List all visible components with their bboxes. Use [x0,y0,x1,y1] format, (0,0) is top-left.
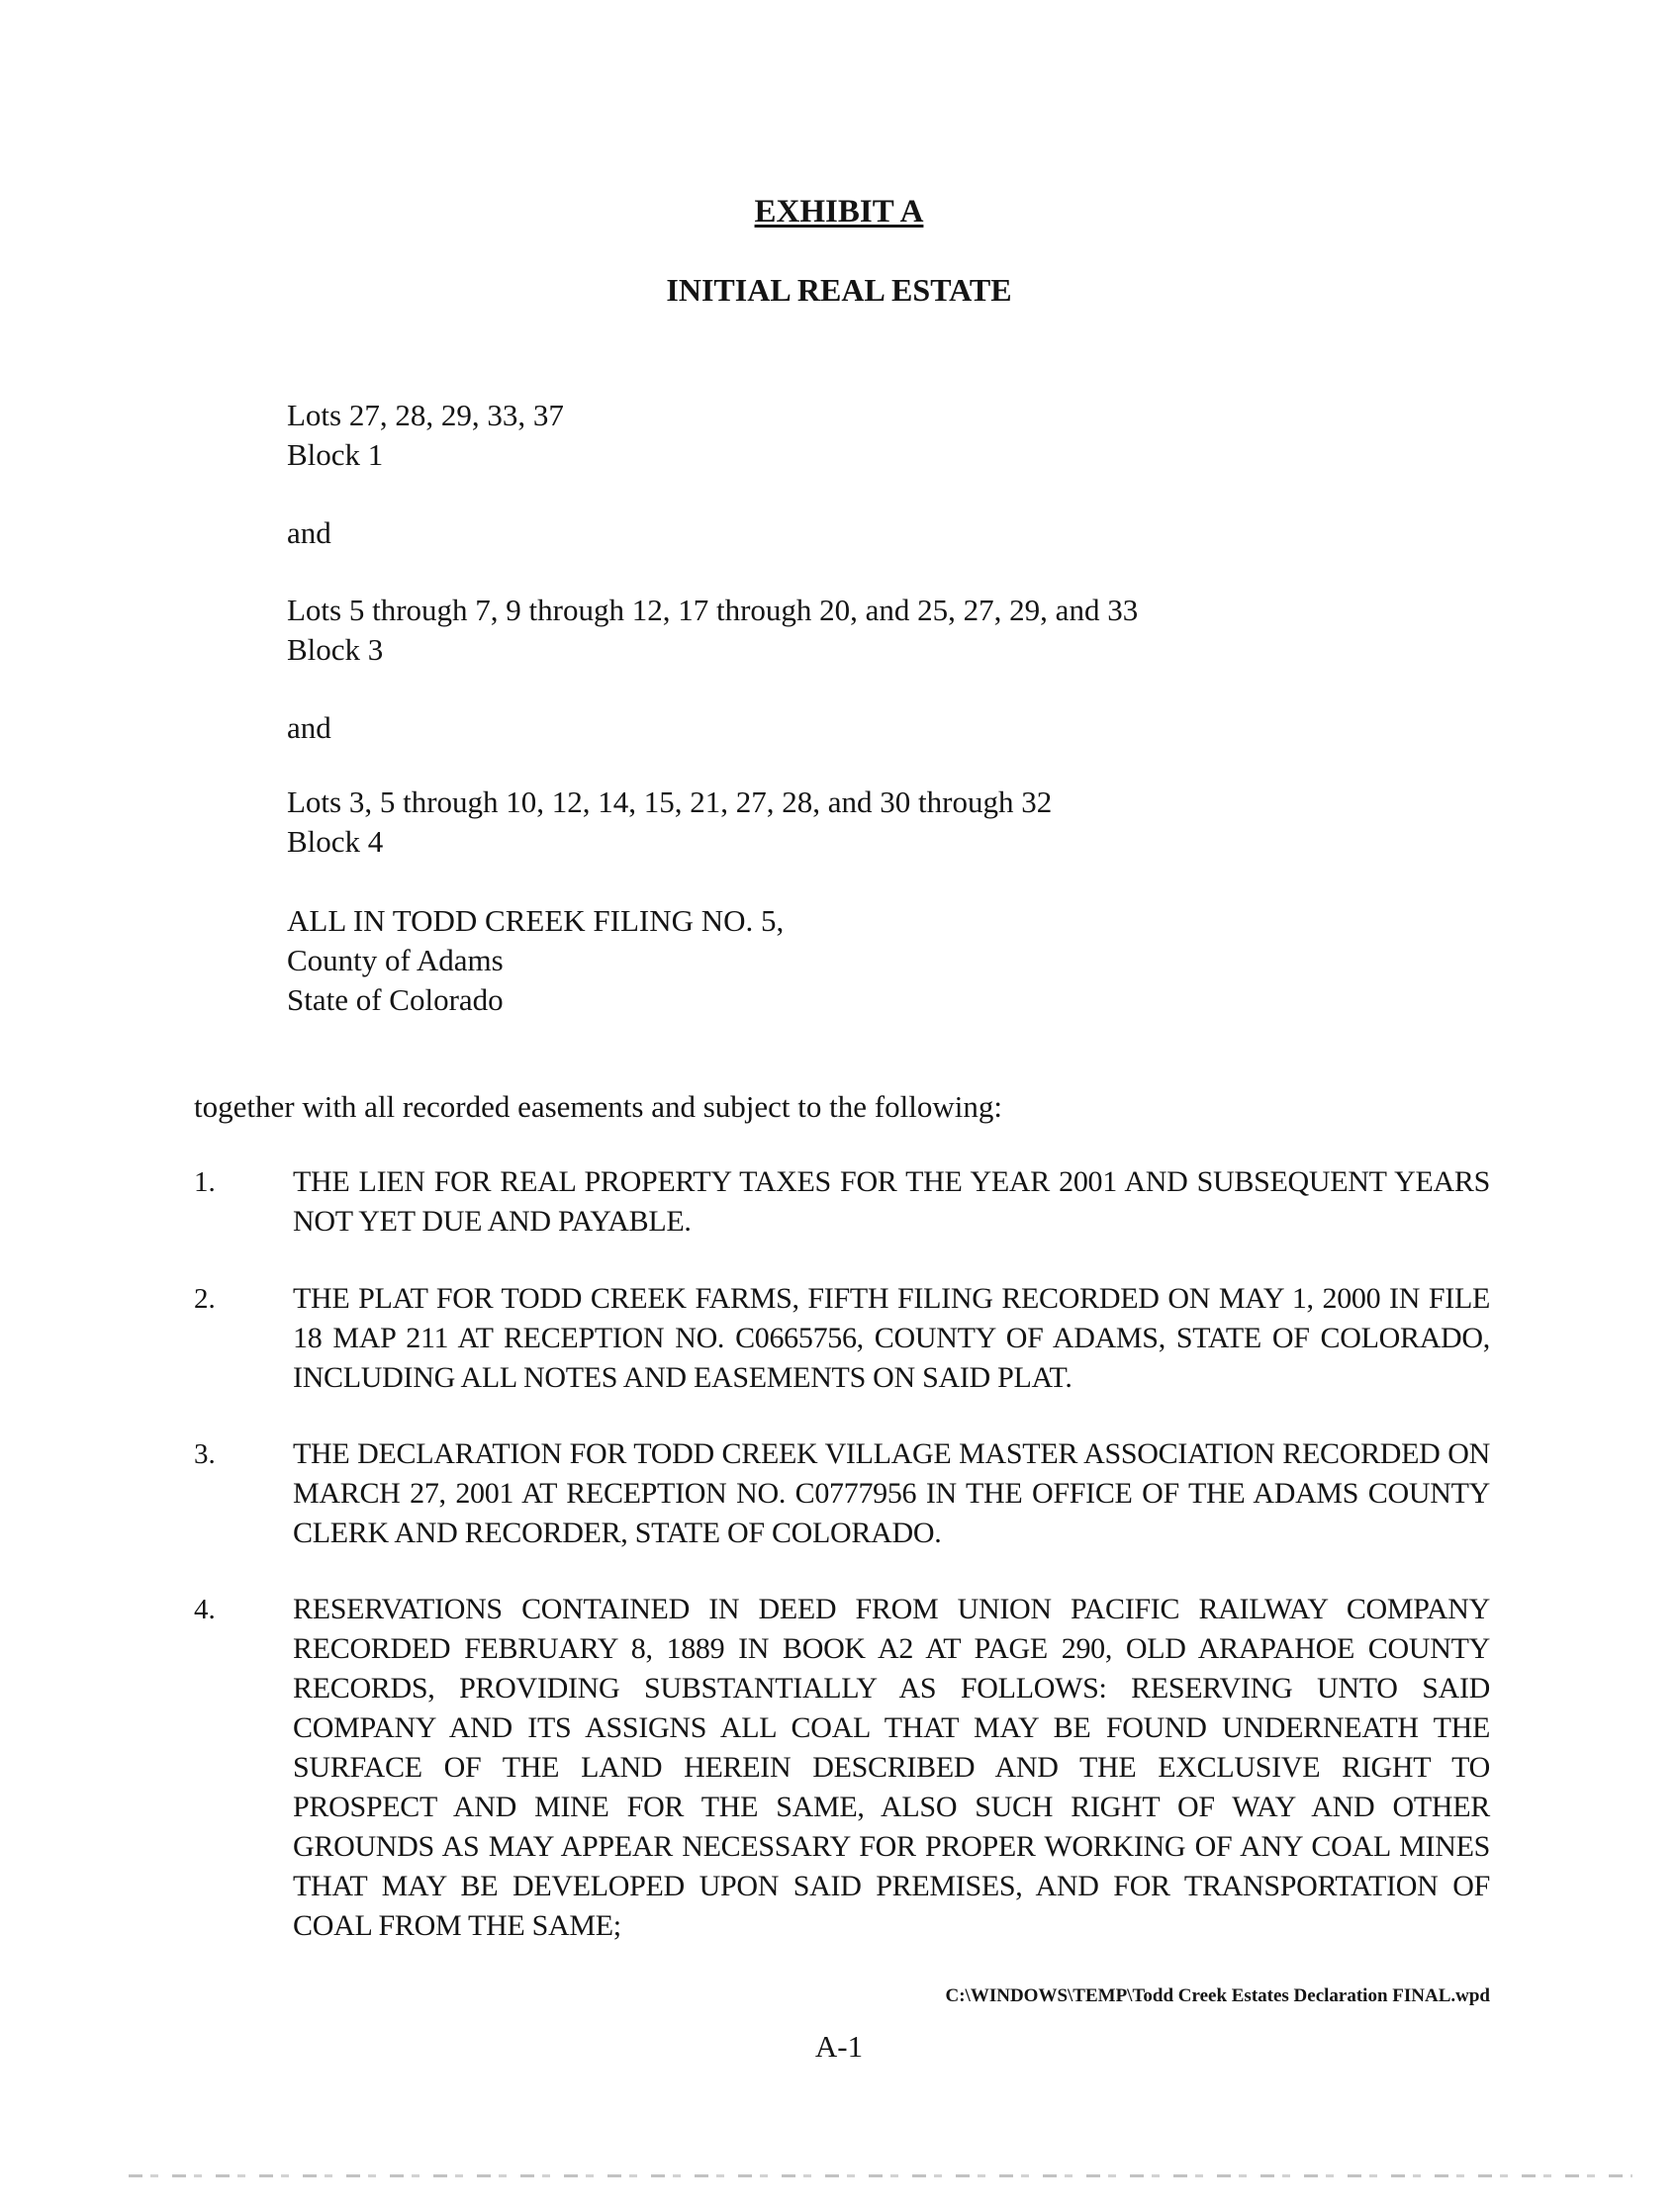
item-number: 2. [194,1283,216,1315]
block-3-label: Block 3 [287,632,384,667]
block-4-label: Block 4 [287,824,384,859]
exhibit-subtitle: INITIAL REAL ESTATE [666,272,1012,308]
item-text: THE PLAT FOR TODD CREEK FARMS, FIFTH FILING RECORDED ON MAY 1, 2000 IN FILE 18 MAP 211 AT RECEPTION NO. C0665756, COUNTY OF ADAMS, STATE OF COLORADO, INCLUDING ALL NOTES AND EASEMENTS ON SAID PLAT. [293,1282,1490,1394]
block-1-lots: Lots 27, 28, 29, 33, 37 [287,398,564,432]
item-text: THE LIEN FOR REAL PROPERTY TAXES FOR THE YEAR 2001 AND SUBSEQUENT YEARS NOT YET DUE AND PAYABLE. [293,1165,1490,1238]
exceptions-intro: together with all recorded easements and subject to the following: [194,1089,1002,1124]
county-name: County of Adams [287,943,504,977]
filing-location [287,901,784,1020]
conjunction-and-2: and [287,710,331,745]
item-number: 4. [194,1594,216,1625]
item-number: 3. [194,1438,216,1470]
exhibit-title: EXHIBIT A [754,194,924,230]
filing-name: ALL IN TODD CREEK FILING NO. 5, [287,903,785,938]
page-number: A-1 [814,2029,864,2064]
block-4-lots: Lots 3, 5 through 10, 12, 14, 15, 21, 27, 28, and 30 through 32 [287,784,1053,819]
block-1-label: Block 1 [287,437,384,472]
item-text: THE DECLARATION FOR TODD CREEK VILLAGE MASTER ASSOCIATION RECORDED ON MARCH 27, 2001 AT RECEPTION NO. C0777956 IN THE OFFICE OF THE ADAMS COUNTY CLERK AND RECORDER, STATE OF COLORADO. [293,1437,1490,1549]
block-1-description [287,396,564,475]
conjunction-and-1: and [287,515,331,550]
block-3-description [287,591,1138,670]
state-name: State of Colorado [287,982,504,1017]
item-text: RESERVATIONS CONTAINED IN DEED FROM UNION PACIFIC RAILWAY COMPANY RECORDED FEBRUARY 8, 1889 IN BOOK A2 AT PAGE 290, OLD ARAPAHOE COUNTY RECORDS, PROVIDING SUBSTANTIALLY AS FOLLOWS: RESERVING UNTO SAID COMPANY AND ITS ASSIGNS ALL COAL THAT MAY BE FOUND UNDERNEATH THE SURFACE OF THE LAND HEREIN DESCRIBED AND THE EXCLUSIVE RIGHT TO PROSPECT AND MINE FOR THE SAME, ALSO SUCH RIGHT OF WAY AND OTHER GROUNDS AS MAY APPEAR NECESSARY FOR PROPER WORKING OF ANY COAL MINES THAT MAY BE DEVELOPED UPON SAID PREMISES, AND FOR TRANSPORTATION OF COAL FROM THE SAME; [293,1593,1490,1942]
item-number: 1. [194,1166,216,1198]
file-path-footer: C:\WINDOWS\TEMP\Todd Creek Estates Declaration FINAL.wpd [945,1985,1490,2006]
scan-edge-artifact [129,2174,1632,2177]
block-3-lots: Lots 5 through 7, 9 through 12, 17 through 20, and 25, 27, 29, and 33 [287,593,1139,627]
block-4-description [287,783,1052,862]
